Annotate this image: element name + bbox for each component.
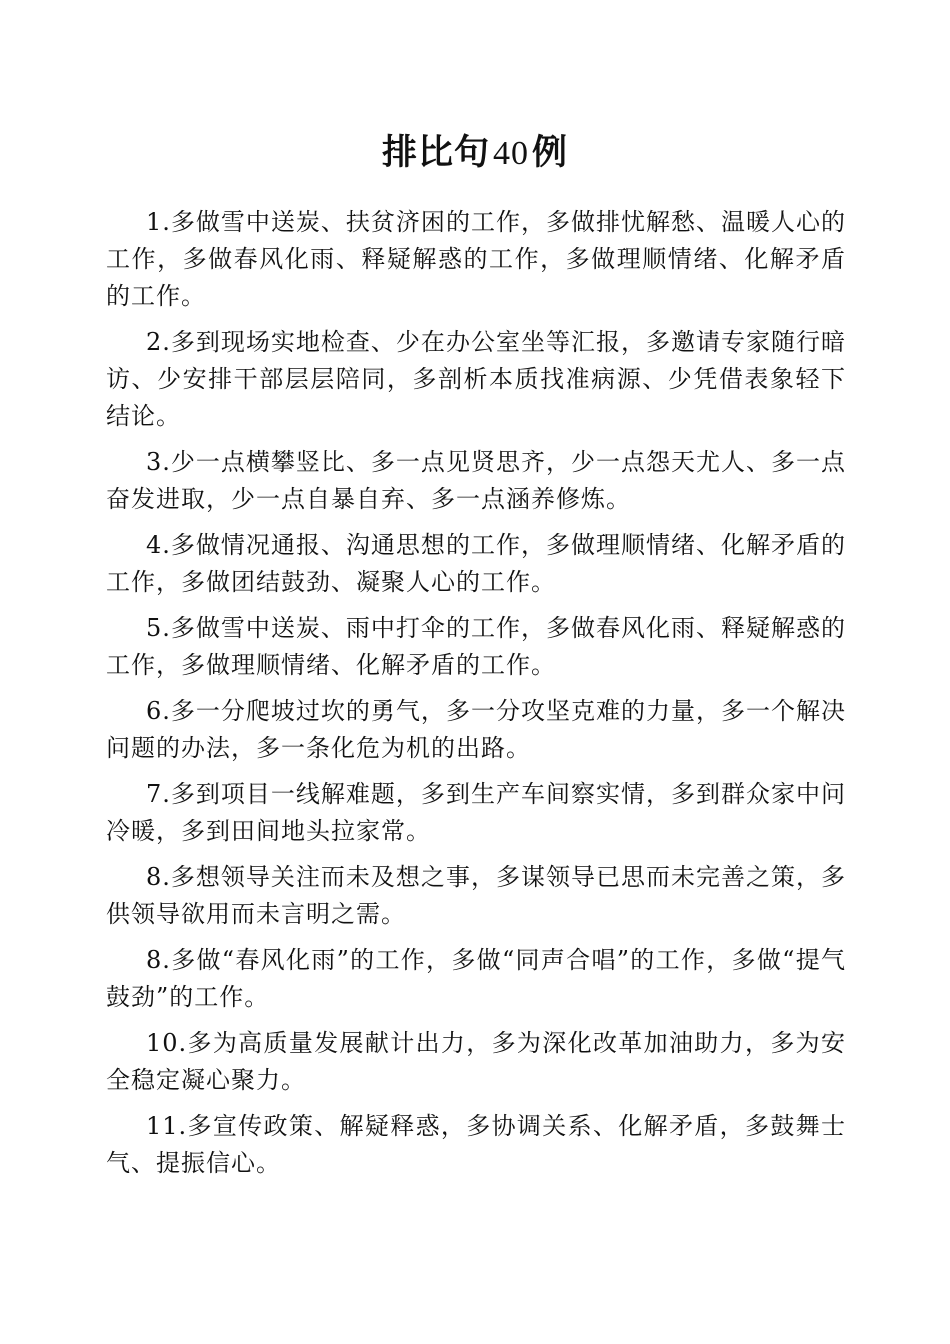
document-body: [106, 204, 846, 1191]
title-number: 40: [493, 135, 529, 172]
title-suffix: 例: [532, 133, 569, 173]
paragraph-1: 1.多做雪中送炭、扶贫济困的工作，多做排忧解愁、温暖人心的工作，多做春风化雨、释疑解惑的工作，多做理顺情绪、化解矛盾的工作。: [106, 208, 846, 310]
paragraph-9: 8.多做“春风化雨”的工作，多做“同声合唱”的工作，多做“提气鼓劲”的工作。: [106, 946, 846, 1011]
paragraph-6: 6.多一分爬坡过坎的勇气，多一分攻坚克难的力量，多一个解决问题的办法，多一条化危为机的出路。: [106, 697, 846, 762]
paragraph-3: 3.少一点横攀竖比、多一点见贤思齐，少一点怨天尤人、多一点奋发进取，少一点自暴自弃、多一点涵养修炼。: [106, 448, 846, 513]
paragraph-10: 10.多为高质量发展献计出力，多为深化改革加油助力，多为安全稳定凝心聚力。: [106, 1029, 846, 1094]
paragraph-11: 11.多宣传政策、解疑释惑，多协调关系、化解矛盾，多鼓舞士气、提振信心。: [106, 1112, 846, 1177]
paragraph-4: 4.多做情况通报、沟通思想的工作，多做理顺情绪、化解矛盾的工作，多做团结鼓劲、凝聚人心的工作。: [106, 531, 846, 596]
page-title: [0, 128, 950, 179]
title-text: 排比句: [381, 133, 490, 173]
paragraph-2: 2.多到现场实地检查、少在办公室坐等汇报，多邀请专家随行暗访、少安排干部层层陪同，多剖析本质找准病源、少凭借表象轻下结论。: [106, 328, 846, 430]
paragraph-7: 7.多到项目一线解难题，多到生产车间察实情，多到群众家中问冷暖，多到田间地头拉家常。: [106, 780, 846, 845]
paragraph-5: 5.多做雪中送炭、雨中打伞的工作，多做春风化雨、释疑解惑的工作，多做理顺情绪、化解矛盾的工作。: [106, 614, 846, 679]
paragraph-8: 8.多想领导关注而未及想之事，多谋领导已思而未完善之策，多供领导欲用而未言明之需。: [106, 863, 846, 928]
